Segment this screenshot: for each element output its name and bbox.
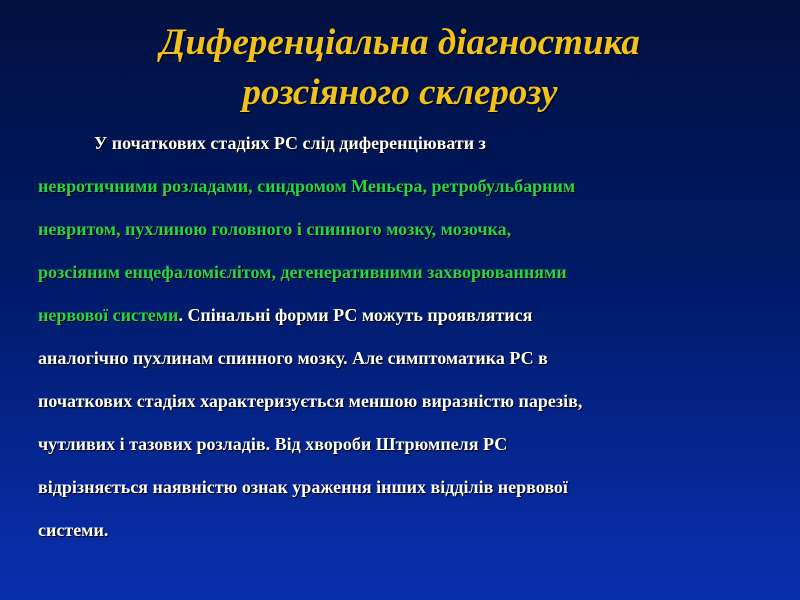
body-line-5-highlight: нервової системи	[38, 305, 179, 325]
slide-body-text	[38, 122, 778, 552]
body-line-4: розсіяним енцефаломієлітом, дегенеративними захворюваннями	[38, 262, 567, 282]
body-line-7: початкових стадіях характеризується меншою виразністю парезів,	[38, 391, 583, 411]
body-line-2: невротичними розладами, синдромом Меньєра, ретробульбарним	[38, 176, 576, 196]
body-line-5	[38, 294, 778, 337]
body-line-9: відрізняється наявністю ознак ураження інших відділів нервової	[38, 477, 568, 497]
body-line-5-rest: . Спінальні форми РС можуть проявлятися	[178, 305, 533, 325]
body-line-1: У початкових стадіях РС слід диференціювати з	[94, 133, 486, 153]
slide-title-line-2: розсіяного склерозу	[242, 72, 558, 113]
body-line-6: аналогічно пухлинам спинного мозку. Але симптоматика РС в	[38, 348, 548, 368]
body-line-8: чутливих і тазових розладів. Від хвороби Штрюмпеля РС	[38, 434, 508, 454]
body-line-10: системи.	[38, 520, 109, 540]
body-line-3: невритом, пухлиною головного і спинного мозку, мозочка,	[38, 219, 512, 239]
slide-title-line-1: Диференціальна діагностика	[160, 22, 640, 63]
slide-title	[0, 18, 800, 118]
